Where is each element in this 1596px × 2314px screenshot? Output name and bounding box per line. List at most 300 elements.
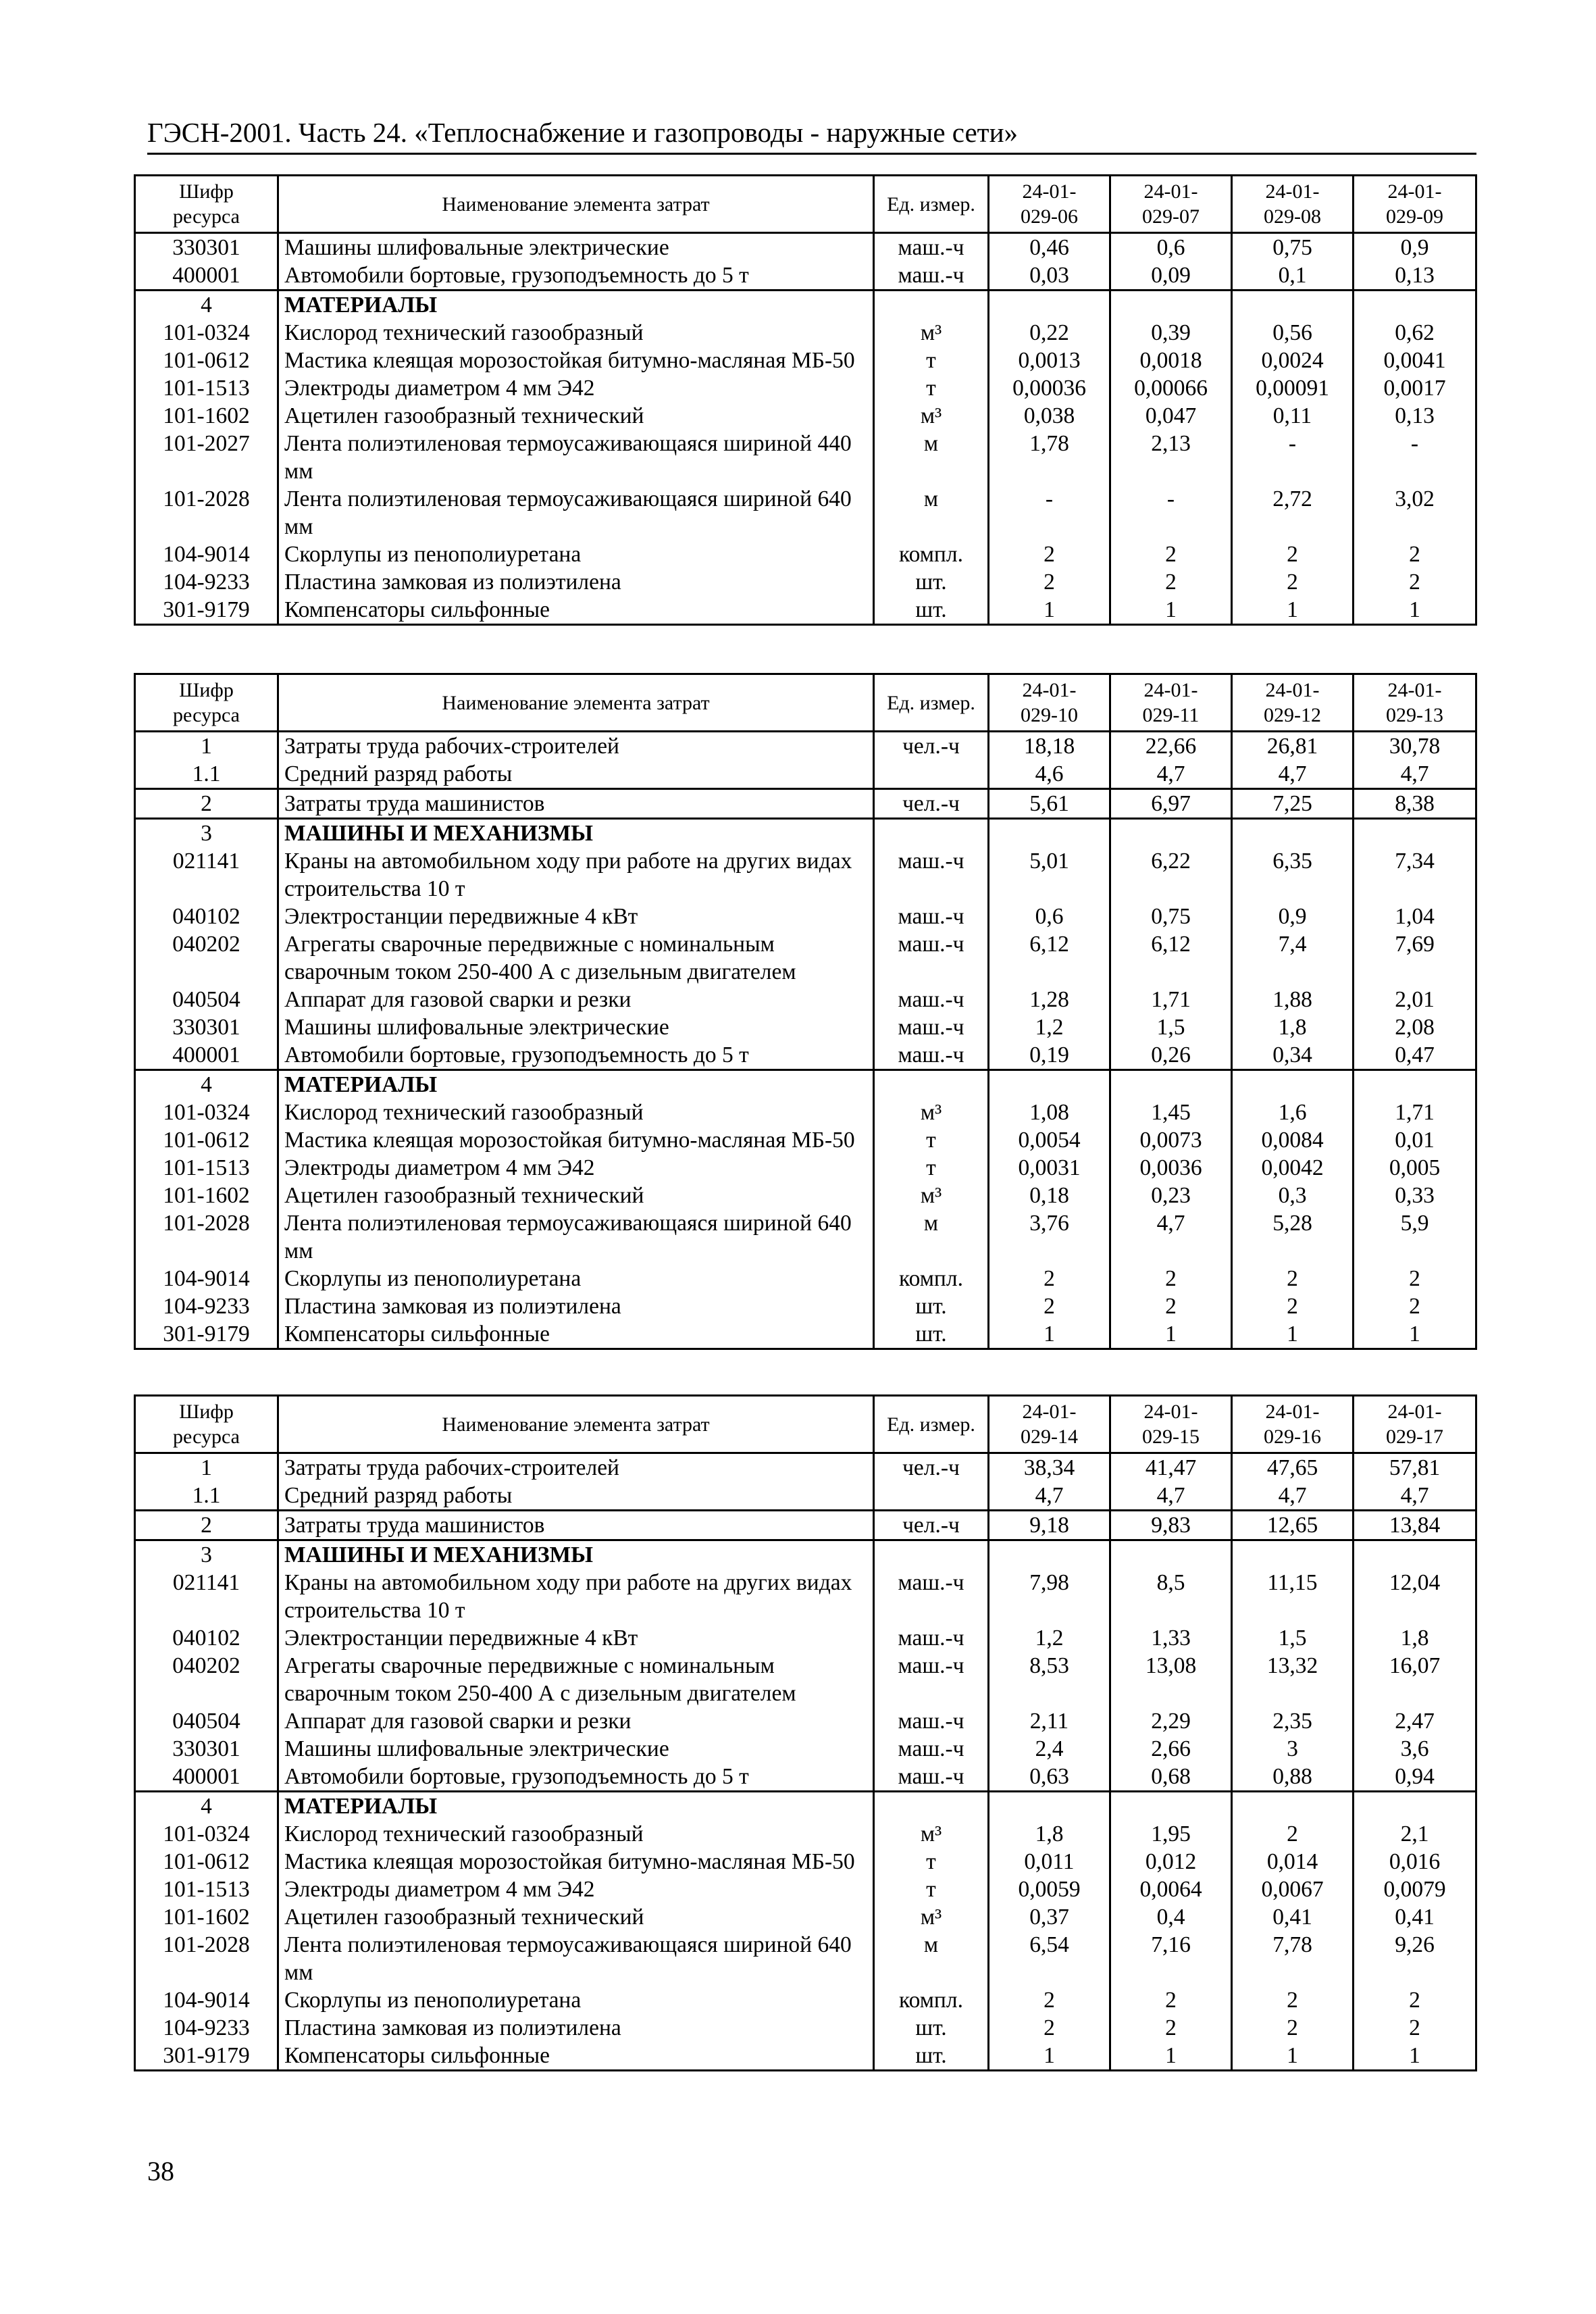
header-norm-code [989, 1396, 1110, 1453]
resource-value: 3,6 [1354, 1735, 1476, 1763]
resource-code: 101-0324 [135, 1099, 278, 1126]
resource-name: Лента полиэтиленовая термоусаживающаяся шириной 440 мм [278, 430, 874, 485]
resource-code: 330301 [135, 1013, 278, 1041]
table-row [135, 1707, 1476, 1735]
resource-value: 1,28 [989, 986, 1110, 1013]
resource-value: 0,47 [1354, 1041, 1476, 1070]
resource-value: 2 [989, 568, 1110, 596]
resource-value: 6,22 [1110, 847, 1232, 903]
resource-code: 1 [135, 732, 278, 761]
resource-value: 1,45 [1110, 1099, 1232, 1126]
resource-unit [874, 819, 989, 848]
table-row [135, 903, 1476, 930]
resource-value [1110, 1792, 1232, 1821]
resource-value: 2,01 [1354, 986, 1476, 1013]
resource-unit: м [874, 1931, 989, 1986]
table-row [135, 485, 1476, 540]
resource-unit: маш.-ч [874, 1652, 989, 1707]
resource-value: 2,66 [1110, 1735, 1232, 1763]
resource-code: 104-9014 [135, 540, 278, 568]
norm-code-line2: 029-08 [1264, 205, 1321, 228]
resource-value: 7,78 [1232, 1931, 1354, 1986]
resource-value: 0,0036 [1110, 1154, 1232, 1182]
norm-code-line1: 24-01- [1387, 180, 1442, 203]
resource-value: 11,15 [1232, 1569, 1354, 1624]
resource-name: Средний разряд работы [278, 1482, 874, 1511]
resource-name: Электроды диаметром 4 мм Э42 [278, 374, 874, 402]
resource-value: 13,32 [1232, 1652, 1354, 1707]
resource-value: 2 [1354, 2014, 1476, 2042]
table-row [135, 1482, 1476, 1511]
resource-value: 1 [1354, 2042, 1476, 2071]
header-norm-code [1110, 176, 1232, 233]
resource-name: Электроды диаметром 4 мм Э42 [278, 1876, 874, 1903]
resource-code: 101-1513 [135, 374, 278, 402]
resource-code: 104-9014 [135, 1986, 278, 2014]
resource-value: 0,0017 [1354, 374, 1476, 402]
resource-code: 101-1602 [135, 1182, 278, 1209]
resource-value: 0,0064 [1110, 1876, 1232, 1903]
resource-unit: м³ [874, 319, 989, 347]
resource-code: 2 [135, 789, 278, 819]
table-row [135, 1876, 1476, 1903]
resource-value [989, 819, 1110, 848]
table-row [135, 1511, 1476, 1540]
table-row [135, 819, 1476, 848]
resource-code: 040202 [135, 1652, 278, 1707]
table-row [135, 1735, 1476, 1763]
resource-value [1232, 291, 1354, 320]
norm-code-line2: 029-15 [1142, 1426, 1200, 1448]
resource-value: 0,0079 [1354, 1876, 1476, 1903]
resource-name: Затраты труда машинистов [278, 1511, 874, 1540]
header-norm-code [1110, 1396, 1232, 1453]
resource-unit: м³ [874, 1820, 989, 1848]
resource-name: Ацетилен газообразный технический [278, 1182, 874, 1209]
header-code-line2: ресурса [173, 704, 240, 726]
resource-unit: м³ [874, 1099, 989, 1126]
resource-value: 0,88 [1232, 1763, 1354, 1792]
resource-code: 104-9233 [135, 1292, 278, 1320]
table-row [135, 2014, 1476, 2042]
resource-name: Компенсаторы сильфонные [278, 2042, 874, 2071]
resource-value: 1,71 [1354, 1099, 1476, 1126]
resource-code: 400001 [135, 1041, 278, 1070]
resource-value: 0,26 [1110, 1041, 1232, 1070]
resource-value: 0,9 [1354, 233, 1476, 262]
resource-unit: т [874, 1126, 989, 1154]
resource-value: 0,00091 [1232, 374, 1354, 402]
table-row [135, 1265, 1476, 1292]
resource-value [1232, 1792, 1354, 1821]
resource-value: 30,78 [1354, 732, 1476, 761]
resource-value: 7,98 [989, 1569, 1110, 1624]
header-unit: Ед. измер. [874, 1396, 989, 1453]
resource-name: Лента полиэтиленовая термоусаживающаяся шириной 640 мм [278, 1209, 874, 1265]
resource-code: 330301 [135, 233, 278, 262]
resource-unit: шт. [874, 2042, 989, 2071]
norm-code-line1: 24-01- [1265, 1401, 1320, 1423]
resource-value: 4,6 [989, 760, 1110, 789]
resource-unit [874, 1482, 989, 1511]
resource-value: 0,41 [1232, 1903, 1354, 1931]
resource-code: 101-1513 [135, 1876, 278, 1903]
table-header-row [135, 176, 1476, 233]
resource-name: Скорлупы из пенополиуретана [278, 540, 874, 568]
resource-name: Затраты труда рабочих-строителей [278, 732, 874, 761]
resource-code: 1 [135, 1453, 278, 1482]
resource-value: 41,47 [1110, 1453, 1232, 1482]
resource-unit: маш.-ч [874, 1569, 989, 1624]
resource-value: 4,7 [1110, 760, 1232, 789]
resource-value: 0,1 [1232, 261, 1354, 291]
resource-name: Краны на автомобильном ходу при работе на других видах строительства 10 т [278, 847, 874, 903]
resource-value: 8,53 [989, 1652, 1110, 1707]
table-row [135, 568, 1476, 596]
resource-value: 1 [1354, 596, 1476, 625]
norm-code-line2: 029-14 [1021, 1426, 1078, 1448]
resource-unit: маш.-ч [874, 261, 989, 291]
header-norm-code [1232, 674, 1354, 732]
resource-code: 104-9233 [135, 568, 278, 596]
resource-value: 2 [989, 2014, 1110, 2042]
resource-value: 0,0042 [1232, 1154, 1354, 1182]
resource-code: 104-9014 [135, 1265, 278, 1292]
resource-value: 2,4 [989, 1735, 1110, 1763]
table-row [135, 760, 1476, 789]
resource-unit: компл. [874, 1986, 989, 2014]
resource-value: 0,9 [1232, 903, 1354, 930]
resource-value: 38,34 [989, 1453, 1110, 1482]
resource-value: 2 [1110, 1292, 1232, 1320]
table-row [135, 2042, 1476, 2071]
resource-value: 0,0018 [1110, 347, 1232, 374]
page-number: 38 [147, 2156, 174, 2186]
table-row [135, 1652, 1476, 1707]
resource-value: 16,07 [1354, 1652, 1476, 1707]
resource-value: 2 [1232, 1265, 1354, 1292]
resource-value: 5,28 [1232, 1209, 1354, 1265]
resource-value: 12,65 [1232, 1511, 1354, 1540]
resource-value: 1 [989, 596, 1110, 625]
resource-code: 4 [135, 291, 278, 320]
resource-value: 7,4 [1232, 930, 1354, 986]
resource-value [1232, 1540, 1354, 1569]
resource-value: 7,16 [1110, 1931, 1232, 1986]
resource-value: 2,08 [1354, 1013, 1476, 1041]
resource-value: 1,04 [1354, 903, 1476, 930]
resource-name: Компенсаторы сильфонные [278, 596, 874, 625]
resource-value: 1 [1110, 1320, 1232, 1349]
resource-value [989, 1540, 1110, 1569]
table-row [135, 430, 1476, 485]
table-row [135, 261, 1476, 291]
norm-code-line1: 24-01- [1143, 679, 1198, 701]
resource-value: 0,19 [989, 1041, 1110, 1070]
resource-value: 0,0024 [1232, 347, 1354, 374]
resource-value: - [1232, 430, 1354, 485]
resource-name: Кислород технический газообразный [278, 1099, 874, 1126]
resource-value: 2 [989, 1265, 1110, 1292]
resource-value: 2 [1354, 1986, 1476, 2014]
resource-name: МАТЕРИАЛЫ [278, 1792, 874, 1821]
resource-value: 3 [1232, 1735, 1354, 1763]
resource-code: 101-0612 [135, 1848, 278, 1876]
resource-value: 1,78 [989, 430, 1110, 485]
resource-code: 301-9179 [135, 1320, 278, 1349]
resource-value: 4,7 [1110, 1209, 1232, 1265]
resource-value [1354, 1540, 1476, 1569]
resource-code: 101-2028 [135, 1209, 278, 1265]
resource-value: 0,014 [1232, 1848, 1354, 1876]
resource-value: 0,23 [1110, 1182, 1232, 1209]
resource-name: Аппарат для газовой сварки и резки [278, 1707, 874, 1735]
resource-value: 0,75 [1232, 233, 1354, 262]
resource-unit: м [874, 1209, 989, 1265]
table-header-row [135, 1396, 1476, 1453]
resource-value: 22,66 [1110, 732, 1232, 761]
resource-value [1110, 291, 1232, 320]
table-row [135, 732, 1476, 761]
resource-unit: маш.-ч [874, 986, 989, 1013]
resource-value: 0,0084 [1232, 1126, 1354, 1154]
resource-value: - [989, 485, 1110, 540]
resource-unit [874, 1540, 989, 1569]
resource-name: Лента полиэтиленовая термоусаживающаяся шириной 640 мм [278, 485, 874, 540]
header-unit: Ед. измер. [874, 674, 989, 732]
resource-value: 2 [989, 540, 1110, 568]
table-row [135, 596, 1476, 625]
resource-name: МАШИНЫ И МЕХАНИЗМЫ [278, 819, 874, 848]
resource-value: 1,08 [989, 1099, 1110, 1126]
resource-value: 6,97 [1110, 789, 1232, 819]
resource-name: Пластина замковая из полиэтилена [278, 568, 874, 596]
resource-value: 0,56 [1232, 319, 1354, 347]
resource-name: Скорлупы из пенополиуретана [278, 1265, 874, 1292]
table-row [135, 347, 1476, 374]
header-norm-code [1354, 1396, 1476, 1453]
resource-code: 400001 [135, 261, 278, 291]
header-code [135, 176, 278, 233]
resource-value: 2,29 [1110, 1707, 1232, 1735]
resource-value: 1 [1354, 1320, 1476, 1349]
resource-value: 6,12 [989, 930, 1110, 986]
header-norm-code [1354, 674, 1476, 732]
resource-unit: маш.-ч [874, 930, 989, 986]
page-header: ГЭСН-2001. Часть 24. «Теплоснабжение и газопроводы - наружные сети» [147, 116, 1476, 155]
resource-unit: маш.-ч [874, 1707, 989, 1735]
resource-value: 1 [989, 1320, 1110, 1349]
resource-value: 5,61 [989, 789, 1110, 819]
resource-value: 0,41 [1354, 1903, 1476, 1931]
resource-code: 4 [135, 1070, 278, 1099]
resource-name: Кислород технический газообразный [278, 319, 874, 347]
header-code-line2: ресурса [173, 1426, 240, 1448]
resource-value: 0,01 [1354, 1126, 1476, 1154]
resource-name: Аппарат для газовой сварки и резки [278, 986, 874, 1013]
resource-unit [874, 291, 989, 320]
resource-value: 0,94 [1354, 1763, 1476, 1792]
resource-unit: маш.-ч [874, 847, 989, 903]
resource-value: 7,34 [1354, 847, 1476, 903]
resource-value: 0,6 [1110, 233, 1232, 262]
resource-value: 1,2 [989, 1624, 1110, 1652]
resource-value: 0,0031 [989, 1154, 1110, 1182]
resource-value: 2 [1232, 1292, 1354, 1320]
resource-value: 4,7 [1354, 1482, 1476, 1511]
resource-name: Агрегаты сварочные передвижные с номинальным сварочным током 250-400 А с дизельным двигателем [278, 1652, 874, 1707]
resource-code: 101-2028 [135, 485, 278, 540]
resource-value: 6,54 [989, 1931, 1110, 1986]
resource-value: 13,84 [1354, 1511, 1476, 1540]
resource-value: 0,0059 [989, 1876, 1110, 1903]
resource-value: 2 [1110, 1986, 1232, 2014]
resource-value: 1,88 [1232, 986, 1354, 1013]
resource-code: 101-2028 [135, 1931, 278, 1986]
norm-code-line2: 029-17 [1386, 1426, 1443, 1448]
resource-code: 2 [135, 1511, 278, 1540]
resource-value [989, 1792, 1110, 1821]
header-code-line2: ресурса [173, 205, 240, 228]
resource-unit: маш.-ч [874, 1041, 989, 1070]
resource-value: 0,4 [1110, 1903, 1232, 1931]
resource-name: Автомобили бортовые, грузоподъемность до 5 т [278, 261, 874, 291]
norm-code-line1: 24-01- [1143, 1401, 1198, 1423]
resource-name: Электростанции передвижные 4 кВт [278, 1624, 874, 1652]
norm-code-line1: 24-01- [1022, 180, 1077, 203]
resource-value: 5,01 [989, 847, 1110, 903]
resource-value: 2 [989, 1986, 1110, 2014]
resource-value [1110, 819, 1232, 848]
header-code-line1: Шифр [179, 1401, 234, 1423]
resource-value: 0,0013 [989, 347, 1110, 374]
resource-value: 1 [1232, 1320, 1354, 1349]
resource-table [134, 673, 1477, 1350]
resource-code: 021141 [135, 847, 278, 903]
resource-name: Средний разряд работы [278, 760, 874, 789]
resource-value [1110, 1540, 1232, 1569]
resource-code: 021141 [135, 1569, 278, 1624]
norm-code-line2: 029-07 [1142, 205, 1200, 228]
header-norm-code [1232, 176, 1354, 233]
resource-unit: компл. [874, 1265, 989, 1292]
header-unit: Ед. измер. [874, 176, 989, 233]
resource-unit: компл. [874, 540, 989, 568]
resource-value: 1,5 [1110, 1013, 1232, 1041]
resource-code: 040202 [135, 930, 278, 986]
resource-code: 3 [135, 1540, 278, 1569]
header-norm-code [989, 674, 1110, 732]
resource-code: 101-1602 [135, 1903, 278, 1931]
resource-unit: маш.-ч [874, 1735, 989, 1763]
resource-value: 0,33 [1354, 1182, 1476, 1209]
resource-table [134, 174, 1477, 626]
resource-unit: шт. [874, 2014, 989, 2042]
table-row [135, 402, 1476, 430]
table-row [135, 930, 1476, 986]
table-row [135, 1931, 1476, 1986]
resource-code: 101-2027 [135, 430, 278, 485]
table-row [135, 1624, 1476, 1652]
resource-value: 7,69 [1354, 930, 1476, 986]
table-row [135, 847, 1476, 903]
resource-value: 9,83 [1110, 1511, 1232, 1540]
header-code [135, 674, 278, 732]
resource-name: Ацетилен газообразный технический [278, 1903, 874, 1931]
resource-value [1354, 1070, 1476, 1099]
resource-unit: маш.-ч [874, 1763, 989, 1792]
resource-value: 0,13 [1354, 261, 1476, 291]
resource-value: 0,3 [1232, 1182, 1354, 1209]
resource-code: 101-0612 [135, 347, 278, 374]
resource-value: 2 [1354, 1292, 1476, 1320]
resource-value: 8,5 [1110, 1569, 1232, 1624]
resource-unit: т [874, 1876, 989, 1903]
resource-unit [874, 1070, 989, 1099]
table-header-row [135, 674, 1476, 732]
resource-value: 1,71 [1110, 986, 1232, 1013]
resource-value: 2 [1232, 1820, 1354, 1848]
resource-value: 1,6 [1232, 1099, 1354, 1126]
resource-value: 2 [1232, 2014, 1354, 2042]
resource-name: Затраты труда машинистов [278, 789, 874, 819]
resource-value: 0,03 [989, 261, 1110, 291]
header-name: Наименование элемента затрат [278, 674, 874, 732]
table-row [135, 1569, 1476, 1624]
resource-code: 1.1 [135, 1482, 278, 1511]
resource-value: 2 [1232, 540, 1354, 568]
resource-value [1232, 819, 1354, 848]
header-code-line1: Шифр [179, 679, 234, 701]
resource-name: Пластина замковая из полиэтилена [278, 1292, 874, 1320]
norm-code-line1: 24-01- [1022, 679, 1077, 701]
table-row [135, 233, 1476, 262]
resource-name: Пластина замковая из полиэтилена [278, 2014, 874, 2042]
resource-value: 4,7 [1354, 760, 1476, 789]
resource-value: 5,9 [1354, 1209, 1476, 1265]
resource-value: 2 [1354, 1265, 1476, 1292]
resource-value: 0,038 [989, 402, 1110, 430]
table-row [135, 1182, 1476, 1209]
resource-code: 4 [135, 1792, 278, 1821]
resource-value: 0,0067 [1232, 1876, 1354, 1903]
resource-value: 2 [1354, 540, 1476, 568]
resource-table [134, 1394, 1477, 2071]
resource-value: 1,8 [1354, 1624, 1476, 1652]
header-name: Наименование элемента затрат [278, 176, 874, 233]
resource-code: 101-0612 [135, 1126, 278, 1154]
resource-code: 101-0324 [135, 1820, 278, 1848]
table-row [135, 1013, 1476, 1041]
table-row [135, 1986, 1476, 2014]
table-row [135, 1041, 1476, 1070]
resource-name: Автомобили бортовые, грузоподъемность до 5 т [278, 1763, 874, 1792]
resource-unit: т [874, 347, 989, 374]
norm-code-line1: 24-01- [1265, 679, 1320, 701]
resource-name: МАТЕРИАЛЫ [278, 291, 874, 320]
resource-value: 2,47 [1354, 1707, 1476, 1735]
resource-unit: т [874, 1154, 989, 1182]
resource-value: 2,13 [1110, 430, 1232, 485]
resource-value: 0,18 [989, 1182, 1110, 1209]
header-name: Наименование элемента затрат [278, 1396, 874, 1453]
resource-name: Машины шлифовальные электрические [278, 1735, 874, 1763]
resource-value: 4,7 [1110, 1482, 1232, 1511]
resource-value: 1 [1110, 2042, 1232, 2071]
resource-value: 4,7 [1232, 760, 1354, 789]
resource-code: 040102 [135, 903, 278, 930]
table-row [135, 1540, 1476, 1569]
